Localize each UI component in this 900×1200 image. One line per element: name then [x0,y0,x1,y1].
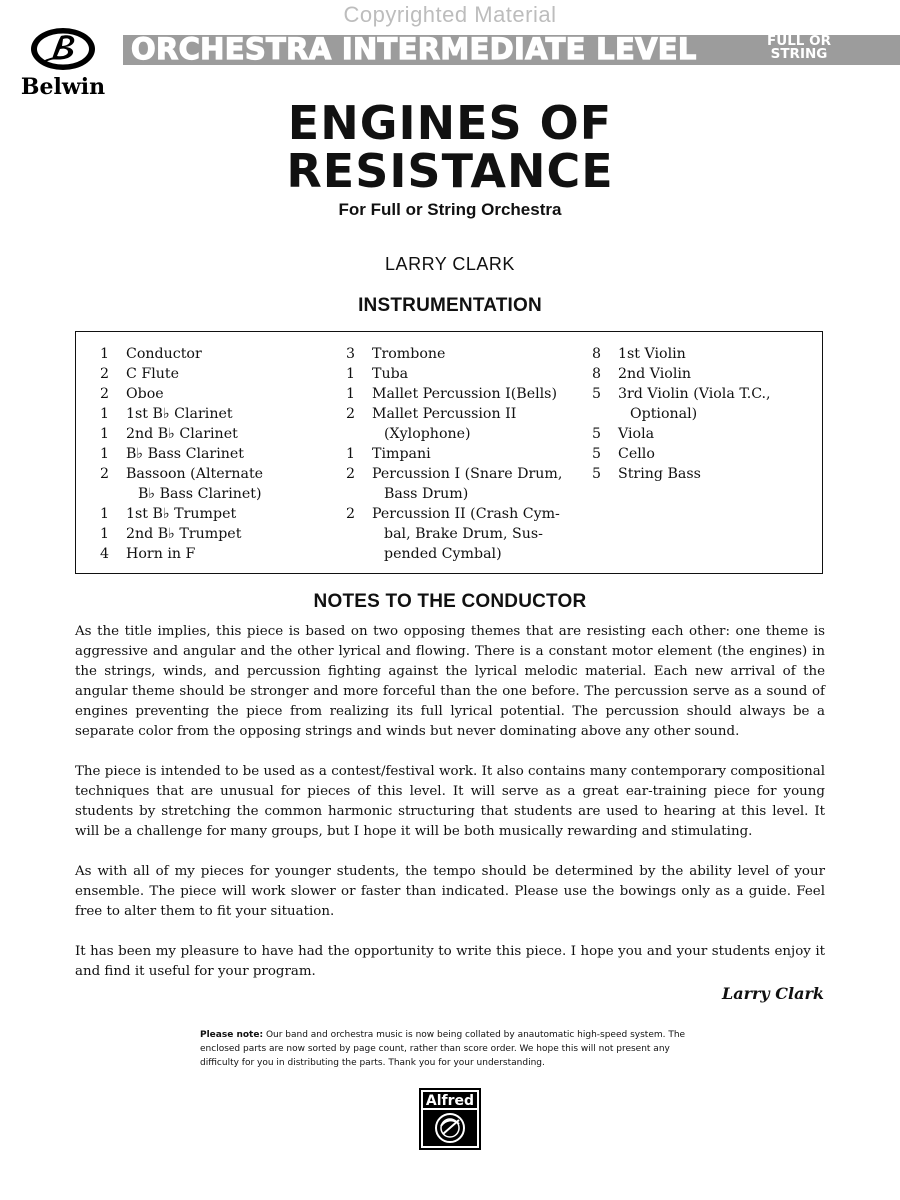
instrument-row [346,504,584,524]
instrumentation-column-2 [346,344,584,564]
instrument-quantity [346,524,372,544]
instrument-quantity: 2 [346,466,356,482]
piece-subtitle: For Full or String Orchestra [338,200,562,219]
conductor-notes [75,622,825,1002]
instrument-quantity [100,484,126,504]
belwin-logo [4,26,122,100]
instrument-quantity: 2 [346,406,356,422]
instrument-name: B♭ Bass Clarinet) [138,486,262,502]
instrument-row [100,464,338,484]
piece-title-line1: ENGINES OF [287,96,613,150]
instrument-name: C Flute [126,366,179,382]
instrument-quantity: 1 [100,426,110,442]
instrument-name: Oboe [126,386,164,402]
instrument-name: 2nd B♭ Clarinet [126,426,238,442]
instrument-row [346,344,584,364]
instrument-name: Trombone [372,346,446,362]
instrument-name: Percussion I (Snare Drum, [372,466,563,482]
instrument-quantity: 2 [100,466,110,482]
instrument-name: Cello [618,446,655,462]
instrument-quantity: 5 [592,466,602,482]
instrument-quantity: 1 [346,366,356,382]
instrumentation-box [75,331,823,574]
instrument-name: Bass Drum) [384,486,469,502]
instrument-name: 1st Violin [618,346,686,362]
instrument-name: 1st B♭ Trumpet [126,506,237,522]
instrument-row [100,524,338,544]
instrument-name: Percussion II (Crash Cym- [372,506,560,522]
publisher-name: Belwin [20,74,106,100]
instrument-quantity [346,484,372,504]
instrument-row [346,424,584,444]
instrument-quantity: 1 [346,386,356,402]
notes-heading: NOTES TO THE CONDUCTOR [313,591,587,612]
instrument-row [346,404,584,424]
instrument-name: bal, Brake Drum, Sus- [384,526,543,542]
notes-paragraph: As the title implies, this piece is based on two opposing themes that are resisting each other: one theme is aggressive and angular and the other lyrical and flowing. There is a constant motor element (the engines) in the strings, winds, and percussion fighting against the lyrical melodic material. Each new arrival of the angular theme should be stronger and more forceful than the one before. The percussion serve as a sound of engines preventing the piece from realizing its full lyrical potential. The percussion should always be a separate color from the opposing strings and winds but never dominating above any other sound. [75,624,825,739]
instrument-row [346,444,584,464]
banner-tag-line1: FULL OR [767,33,831,49]
instrument-quantity: 5 [592,426,602,442]
instrument-quantity: 2 [100,386,110,402]
instrument-row [592,464,830,484]
banner-tag-line2: STRING [770,46,828,62]
instrument-name: B♭ Bass Clarinet [126,446,244,462]
instrument-row [592,444,830,464]
instrument-quantity: 1 [100,526,110,542]
instrument-quantity [346,544,372,564]
instrument-row [346,364,584,384]
notes-paragraph: As with all of my pieces for younger students, the tempo should be determined by the ability level of your ensemble. The piece will work slower or faster than indicated. Please use the bowings only as a guide. Feel free to alter them to fit your situation. [75,864,825,919]
instrument-quantity: 3 [346,346,356,362]
collation-note-label: Please note: [200,1030,264,1040]
instrument-row [100,344,338,364]
instrument-quantity [346,424,372,444]
instrument-row [592,404,830,424]
instrument-row [346,464,584,484]
notes-paragraph: It has been my pleasure to have had the opportunity to write this piece. I hope you and your students enjoy it and find it useful for your program. [75,944,825,979]
instrument-row [100,504,338,524]
instrument-quantity: 1 [100,406,110,422]
instrument-name: Conductor [126,346,202,362]
instrument-name: Mallet Percussion II [372,406,517,422]
instrument-row [100,404,338,424]
composer-signature: Larry Clark [721,984,824,1003]
collation-note [200,1028,700,1070]
alfred-logo [419,1088,481,1150]
instrument-row [100,484,338,504]
composer-name: LARRY CLARK [385,254,515,274]
instrument-name: 1st B♭ Clarinet [126,406,233,422]
collation-note-text: Our band and orchestra music is now being collated by anautomatic high-speed system. The enclosed parts are now sorted by page count, rather than score order. We hope this will not present any difficulty for you in distributing the parts. Thank you for your understanding. [200,1030,686,1068]
instrument-name: (Xylophone) [384,426,471,442]
level-banner-tag [746,35,852,65]
instrument-quantity: 5 [592,446,602,462]
instrumentation-column-1 [100,344,338,564]
instrument-row [100,544,338,564]
instrument-name: Bassoon (Alternate [126,466,264,482]
instrument-quantity: 5 [592,386,602,402]
copyright-watermark: Copyrighted Material [343,2,557,27]
instrument-quantity: 1 [100,506,110,522]
instrument-row [346,524,584,544]
instrument-name: 2nd Violin [618,366,692,382]
notes-paragraph: The piece is intended to be used as a contest/festival work. It also contains many contemporary compositional techniques that are unusual for pieces of this level. It will serve as a great ear-training piece for young students by stretching the common harmonic structuring that students are used to hearing at this level. It will be a challenge for many groups, but I hope it will be both musically rewarding and stimulating. [75,764,825,839]
instrument-row [592,364,830,384]
instrumentation-heading: INSTRUMENTATION [358,295,542,316]
instrument-row [346,384,584,404]
instrument-name: Viola [618,426,655,442]
instrument-name: pended Cymbal) [384,546,502,562]
instrument-quantity [592,404,618,424]
instrument-quantity: 2 [100,366,110,382]
instrument-quantity: 1 [100,446,110,462]
instrument-name: Timpani [372,446,431,462]
instrument-row [100,364,338,384]
level-banner-title: ORCHESTRA INTERMEDIATE LEVEL [131,32,697,66]
instrument-row [346,484,584,504]
instrument-name: 3rd Violin (Viola T.C., [618,386,771,402]
instrument-row [100,444,338,464]
instrument-name: Tuba [372,366,409,382]
instrument-name: Optional) [630,406,698,422]
instrument-quantity: 8 [592,346,602,362]
instrument-row [100,424,338,444]
instrument-quantity: 1 [100,346,110,362]
instrument-quantity: 8 [592,366,602,382]
belwin-emblem-icon [30,26,96,72]
instrument-quantity: 2 [346,506,356,522]
instrument-quantity: 1 [346,446,356,462]
instrument-row [592,424,830,444]
alfred-logo-icon [419,1088,481,1150]
instrument-row [100,384,338,404]
instrument-quantity: 4 [100,546,110,562]
level-banner [123,32,900,66]
instrument-row [592,344,830,364]
instrument-name: Mallet Percussion I(Bells) [372,386,557,402]
instrument-name: Horn in F [126,546,196,562]
instrument-name: String Bass [618,466,701,482]
piece-title-line2: RESISTANCE [286,144,614,198]
instrument-name: 2nd B♭ Trumpet [126,526,242,542]
instrument-row [592,384,830,404]
instrument-row [346,544,584,564]
instrumentation-column-3 [592,344,830,484]
alfred-logo-text: Alfred [425,1093,475,1109]
